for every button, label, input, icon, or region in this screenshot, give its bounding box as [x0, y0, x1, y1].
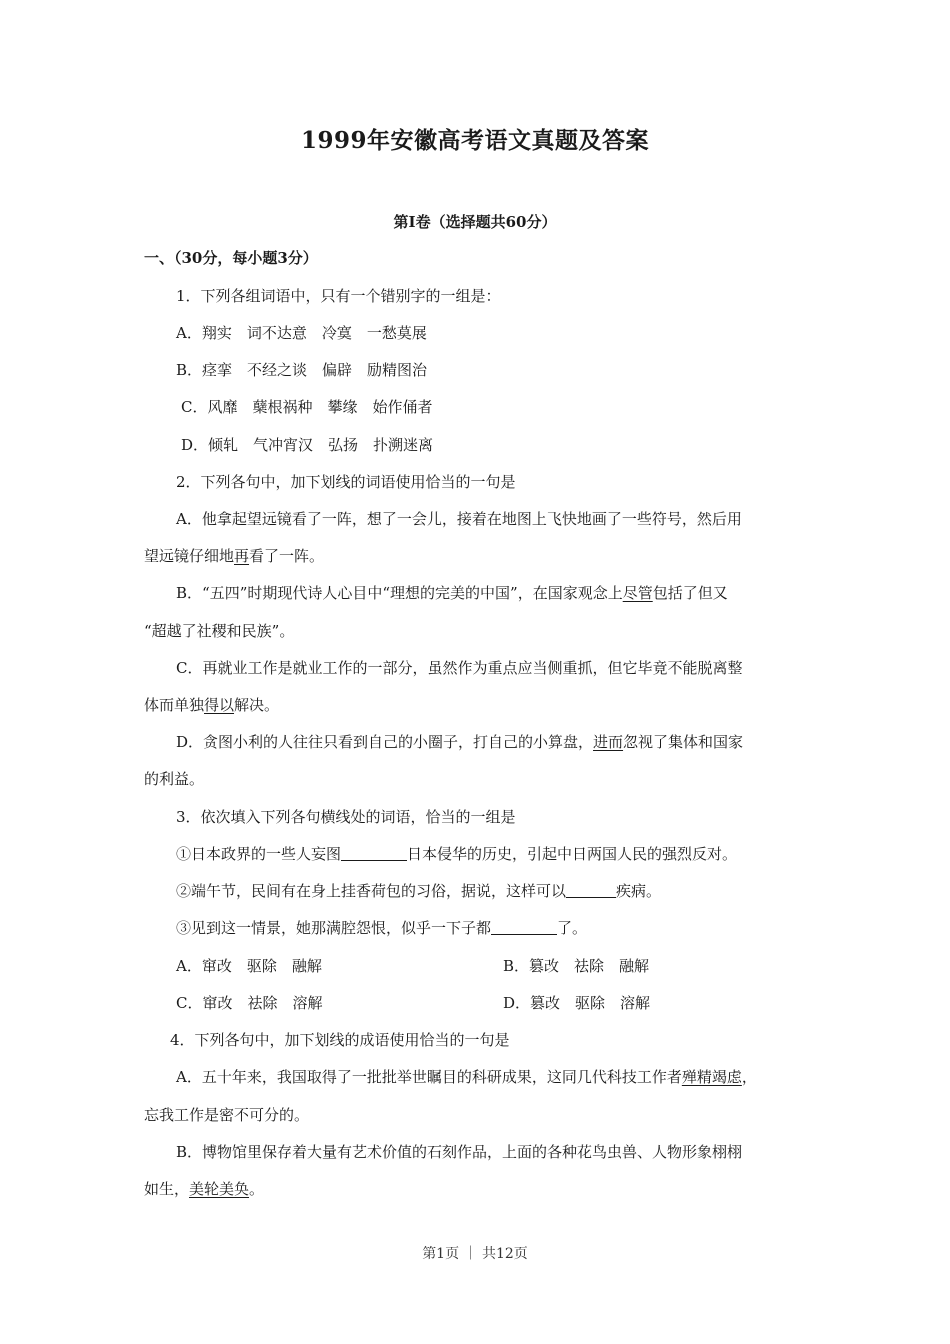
text-segment: 日本侵华的历史，引起中日两国人民的强烈反对。: [407, 845, 738, 863]
text-segment: 体而单独: [144, 696, 205, 714]
text-segment: 如生，: [144, 1180, 190, 1198]
question-4-option-b-line2: [144, 1178, 264, 1200]
text-segment: 疾病。: [616, 882, 662, 900]
page-title: 1999年安徽高考语文真题及答案: [300, 127, 649, 154]
text-segment: ，: [741, 1068, 757, 1086]
question-1-option-b: B．痉挛 不经之谈 偏辟 励精图治: [176, 361, 428, 379]
question-3-option-a: A．窜改 驱除 融解: [176, 957, 322, 975]
text-segment: D．贪图小利的人往往只看到自己的小圈子，打自己的小算盘，: [176, 733, 594, 751]
underlined-word: 得以: [204, 696, 235, 714]
text-segment: ③见到这一情景，她那满腔怨恨，似乎一下子都: [176, 919, 492, 937]
fill-blank: [491, 920, 557, 935]
question-1-option-d: D．倾轧 气冲宵汉 弘扬 扑溯迷离: [181, 436, 434, 454]
question-2-option-a-line1: A．他拿起望远镜看了一阵，想了一会儿，接着在地图上飞快地画了一些符号，然后用: [176, 510, 742, 528]
question-1-option-a: A．翔实 词不达意 冷寞 一愁莫展: [176, 324, 427, 342]
question-2-option-c-line2: [144, 694, 279, 716]
question-2-option-d-line2: 的利益。: [144, 770, 205, 788]
question-3-stem: 3．依次填入下列各句横线处的词语，恰当的一组是: [176, 808, 516, 826]
underlined-idiom: 美轮美奂: [189, 1180, 250, 1198]
question-4-option-a-line1: [176, 1066, 757, 1088]
section-heading: 第Ⅰ卷（选择题共60分）: [393, 213, 557, 231]
question-4-option-a-line2: 忘我工作是密不可分的。: [144, 1106, 310, 1124]
fill-blank: [566, 883, 616, 898]
text-segment: A．五十年来，我国取得了一批批举世瞩目的科研成果，这同几代科技工作者: [176, 1068, 682, 1086]
question-4-option-b-line1: B．博物馆里保存着大量有艺术价值的石刻作品，上面的各种花鸟虫兽、人物形象栩栩: [176, 1143, 743, 1161]
text-segment: 了。: [557, 919, 588, 937]
text-segment: 包括了但又: [652, 584, 728, 602]
question-2-option-c-line1: C．再就业工作是就业工作的一部分，虽然作为重点应当侧重抓，但它毕竟不能脱离整: [176, 659, 743, 677]
text-segment: B．“五四”时期现代诗人心目中“理想的完美的中国”，在国家观念上: [176, 584, 623, 602]
question-3-option-b: B．篡改 祛除 融解: [503, 957, 650, 975]
question-4-stem: 4．下列各句中，加下划线的成语使用恰当的一句是: [170, 1031, 510, 1049]
question-3-option-d: D．篡改 驱除 溶解: [503, 994, 651, 1012]
underlined-idiom: 殚精竭虑: [681, 1068, 742, 1086]
part-heading: 一、（30分，每小题3分）: [144, 249, 318, 267]
question-2-option-b-line1: [176, 582, 728, 604]
text-segment: 。: [249, 1180, 265, 1198]
underlined-word: 进而: [593, 733, 624, 751]
question-2-option-b-line2: “超越了社稷和民族”。: [144, 622, 295, 640]
text-segment: 解决。: [234, 696, 280, 714]
question-3-option-c: C．窜改 祛除 溶解: [176, 994, 323, 1012]
question-2-option-d-line1: [176, 731, 743, 753]
page-footer: 第1页 ｜ 共12页: [422, 1246, 528, 1262]
underlined-word: 再: [234, 547, 250, 565]
question-2-option-a-line2: [144, 545, 324, 567]
text-segment: 忽视了集体和国家: [623, 733, 744, 751]
question-3-sentence-1: [176, 843, 737, 865]
text-segment: 看了一阵。: [249, 547, 325, 565]
underlined-word: 尽管: [622, 584, 653, 602]
question-1-stem: 1．下列各组词语中，只有一个错别字的一组是：: [176, 287, 501, 305]
text-segment: 望远镜仔细地: [144, 547, 235, 565]
text-segment: ①日本政界的一些人妄图: [176, 845, 342, 863]
text-segment: ②端午节，民间有在身上挂香荷包的习俗，据说，这样可以: [176, 882, 567, 900]
question-2-stem: 2．下列各句中，加下划线的词语使用恰当的一句是: [176, 473, 516, 491]
question-1-option-c: C．风靡 蘖根祸种 攀缘 始作俑者: [181, 398, 433, 416]
fill-blank: [341, 846, 407, 861]
question-3-sentence-3: [176, 917, 587, 939]
question-3-sentence-2: [176, 880, 661, 902]
